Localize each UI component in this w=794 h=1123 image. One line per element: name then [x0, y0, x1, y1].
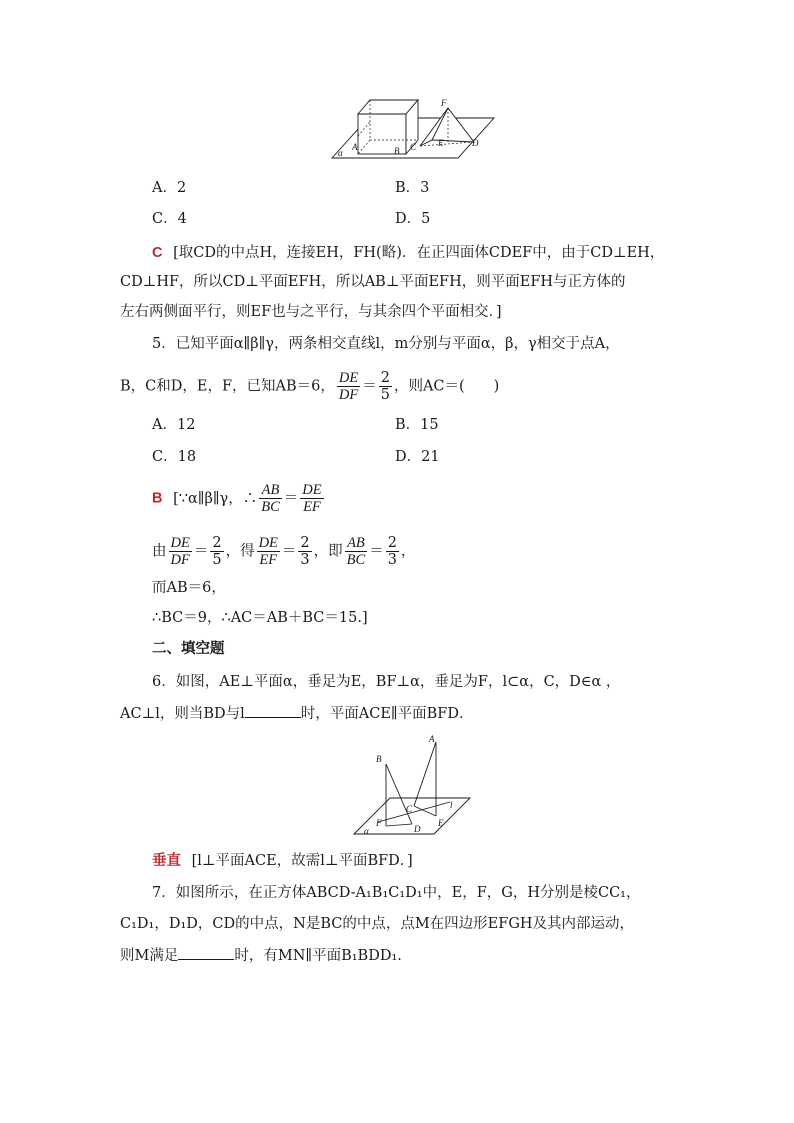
fig2-label-l: l — [450, 800, 453, 810]
q4-option-c: C．4 — [152, 211, 187, 227]
q5-answer-frac-de-ef: $\frac{DE}{EF}$ — [302, 482, 322, 515]
q6-answer-line — [152, 851, 413, 871]
q5-answer-text-1: [∵α∥β∥γ，∴ — [173, 490, 258, 507]
q5-text-pre: B，C和D，E，F，已知AB＝6， — [120, 378, 335, 395]
fig1-label-a: A — [352, 142, 358, 152]
q5-answer-frac-ab-bc: $\frac{AB}{BC}$ — [261, 482, 280, 515]
fig2-label-e: E — [438, 818, 444, 828]
fig1-label-e: E — [438, 138, 444, 148]
q5-option-d: D．21 — [395, 449, 440, 465]
q5-answer-frac-de-ef-2: $\frac{DE}{EF}$ — [258, 535, 278, 568]
fig2-label-a: A — [429, 734, 435, 744]
q5-answer-frac-2-3-b: $\frac{2}{3}$ — [387, 535, 397, 568]
fig1-label-alpha: α — [338, 148, 343, 158]
section-heading-fill-in: 二、填空题 — [152, 641, 225, 657]
q5-answer-letter: B — [152, 490, 163, 507]
q7-question-line-2: C₁D₁，D₁D，CD的中点，N是BC的中点，点M在四边形EFGH及其内部运动， — [120, 916, 635, 932]
fig1-label-c: C — [410, 142, 417, 152]
q5-answer-frac-2-3: $\frac{2}{3}$ — [300, 535, 310, 568]
q6-answer-text: [l⊥平面ACE，故需l⊥平面BFD．] — [191, 853, 413, 869]
q4-option-d: D．5 — [395, 211, 431, 227]
q5-answer-line-2: 由 $\frac{DE}{DF}$ ＝ $\frac{2}{5}$ ，得 $\frac{DE}{EF}$ ＝ $\frac{2}{3}$ ，即 $\frac{AB}{BC}$ ＝ $\frac{2}{3}$ ， — [152, 535, 416, 568]
q4-option-b: B．3 — [395, 180, 430, 196]
q6-answer-word: 垂直 — [152, 853, 181, 869]
q5-question-line-2 — [120, 370, 499, 403]
fig2-label-f: F — [376, 818, 382, 828]
q5-option-a: A．12 — [152, 417, 196, 433]
q6-answer-blank — [245, 703, 301, 718]
q5-answer-frac-ab-bc-2: $\frac{AB}{BC}$ — [346, 535, 366, 568]
q6-text-post: 时，平面ACE∥平面BFD． — [300, 706, 474, 722]
q5-fraction-value: $\frac{2}{5}$ — [380, 370, 390, 403]
q5-answer-line-4: ∴BC＝9，∴AC＝AB＋BC＝15.] — [152, 610, 368, 626]
q4-option-a: A．2 — [152, 180, 187, 196]
q5-question-line-1: 5．已知平面α∥β∥γ，两条相交直线l，m分别与平面α，β，γ相交于点A， — [152, 336, 620, 352]
q4-answer-text-1: [取CD的中点H，连接EH，FH(略)．在正四面体CDEF中，由于CD⊥EH， — [173, 245, 665, 261]
fig2-label-b: B — [376, 754, 382, 764]
q5-answer-frac-de-df: $\frac{DE}{DF}$ — [170, 535, 190, 568]
q5-option-b: B．15 — [395, 417, 439, 433]
fig1-label-b: B — [394, 146, 400, 156]
q7-answer-blank — [178, 945, 234, 960]
q4-answer-line-1 — [152, 243, 664, 263]
q6-text-pre: AC⊥l，则当BD与l — [120, 706, 245, 722]
q5-fraction-de-df: $\frac{DE}{DF}$ — [338, 370, 359, 403]
q6-question-line-1: 6．如图，AE⊥平面α，垂足为E，BF⊥α，垂足为F，l⊂α，C，D∈α ， — [152, 674, 621, 690]
fig2-label-c: C — [406, 804, 413, 814]
q5-equals: ＝ — [362, 378, 377, 395]
fig1-label-f: F — [441, 98, 447, 108]
fig1-label-d: D — [472, 138, 479, 148]
q5-answer-line-3: 而AB＝6， — [152, 580, 226, 596]
q6-question-line-2 — [120, 703, 473, 724]
figure-perpendicular-plane — [350, 734, 474, 838]
q5-answer-line-1: B [∵α∥β∥γ，∴ $\frac{AB}{BC}$ ＝ $\frac{DE}{EF}$ — [152, 482, 322, 515]
fig2-label-alpha: α — [364, 826, 369, 836]
figure-cube-tetrahedron — [328, 96, 498, 162]
q5-answer-frac-2-5: $\frac{2}{5}$ — [212, 535, 222, 568]
q7-question-line-1: 7．如图所示，在正方体ABCD-A₁B₁C₁D₁中，E，F，G，H分别是棱CC₁， — [152, 885, 641, 901]
q7-question-line-3 — [120, 945, 402, 966]
q5-option-c: C．18 — [152, 449, 197, 465]
q7-text-post: 时，有MN∥平面B₁BDD₁. — [234, 948, 402, 964]
q7-text-pre: 则M满足 — [120, 948, 179, 964]
q4-answer-line-3: 左右两侧面平行，则EF也与之平行，与其余四个平面相交．] — [120, 304, 502, 320]
q5-text-post: ，则AC＝( ) — [393, 378, 500, 395]
fig2-label-d: D — [414, 824, 421, 834]
q4-answer-letter: C — [152, 245, 163, 261]
q4-answer-line-2: CD⊥HF，所以CD⊥平面EFH，所以AB⊥平面EFH，则平面EFH与正方体的 — [120, 274, 626, 290]
